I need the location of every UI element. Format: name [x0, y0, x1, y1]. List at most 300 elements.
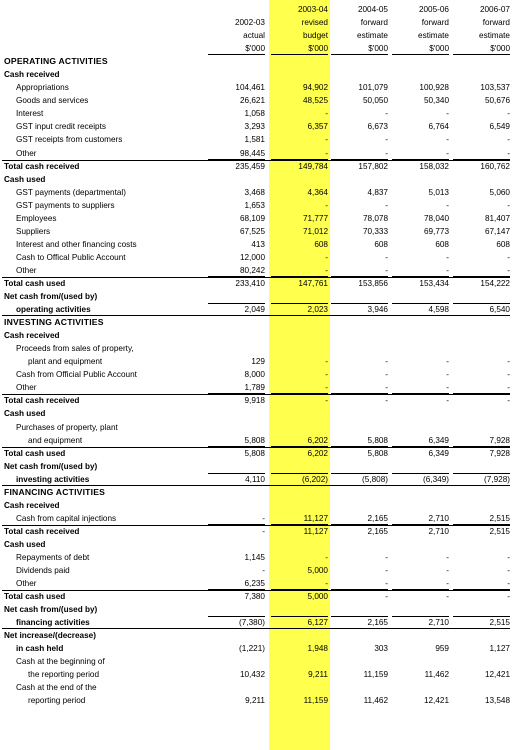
cash-flow-statement-table — [0, 3, 514, 708]
column-header-text: revised — [301, 18, 328, 28]
row-label: GST receipts from customers — [16, 135, 123, 145]
row-sub — [0, 499, 514, 512]
cell-value: (7,380) — [239, 618, 265, 628]
cell-value: 71,012 — [302, 226, 328, 236]
header-row — [0, 29, 514, 42]
cell-value: - — [325, 370, 328, 380]
net-top-rule — [271, 473, 328, 474]
cell-value: 98,445 — [239, 148, 265, 158]
cell-value: 153,434 — [419, 278, 449, 288]
row-label: investing activities — [16, 474, 90, 484]
cell-value: 67,147 — [484, 226, 510, 236]
cell-value: 13,548 — [484, 696, 510, 706]
cell-value: 5,808 — [367, 448, 388, 458]
cell-value: 2,710 — [428, 513, 449, 523]
row-item — [0, 225, 514, 238]
cell-value: 7,380 — [244, 592, 265, 602]
column-header-text: $'000 — [308, 44, 328, 54]
row-net2 — [0, 616, 514, 629]
cell-value: 7,928 — [489, 448, 510, 458]
cell-value: 1,058 — [244, 109, 265, 119]
cell-value: - — [446, 252, 449, 262]
row-label: Cash received — [4, 331, 60, 341]
row-label: Cash from Official Public Account — [16, 370, 137, 380]
row-sub — [0, 407, 514, 420]
row-label: Total cash used — [4, 278, 66, 288]
row-label: Cash received — [4, 500, 60, 510]
cell-value: - — [385, 552, 388, 562]
row-total — [0, 394, 514, 407]
row-label: Proceeds from sales of property, — [16, 344, 134, 354]
cell-value: 6,202 — [307, 435, 328, 445]
cell-value: 69,773 — [423, 226, 449, 236]
cell-value: 5,000 — [307, 592, 328, 602]
row-item — [0, 251, 514, 264]
row-item — [0, 551, 514, 564]
cell-value: 70,333 — [362, 226, 388, 236]
total-rule — [2, 590, 510, 591]
cell-value: 4,110 — [245, 474, 265, 484]
cell-value: 4,598 — [428, 305, 449, 315]
cell-value: 5,808 — [244, 435, 265, 445]
net-top-rule — [208, 303, 265, 304]
row-label: Net cash from/(used by) — [4, 605, 98, 615]
cell-value: 4,364 — [307, 187, 328, 197]
row-label: Net cash from/(used by) — [4, 461, 98, 471]
cell-value: (5,808) — [362, 474, 388, 484]
cell-value: - — [507, 370, 510, 380]
row-sec — [0, 316, 514, 329]
row-label: plant and equipment — [28, 357, 103, 367]
net-top-rule — [331, 303, 388, 304]
cell-value: - — [446, 357, 449, 367]
cell-value: 6,764 — [428, 122, 449, 132]
row-label: reporting period — [28, 696, 86, 706]
cell-value: 50,340 — [423, 96, 449, 106]
cell-value: - — [507, 265, 510, 275]
cell-value: 101,079 — [358, 83, 388, 93]
cell-value: 1,145 — [244, 552, 265, 562]
cell-value: 1,948 — [307, 644, 328, 654]
row-item — [0, 512, 514, 525]
cell-value: - — [385, 579, 388, 589]
cell-value: 5,013 — [428, 187, 449, 197]
net-top-rule — [331, 616, 388, 617]
column-header-text: forward — [360, 18, 388, 28]
column-header-text: forward — [421, 18, 449, 28]
cell-value: - — [325, 383, 328, 393]
cell-value: 2,165 — [367, 526, 388, 536]
row-item — [0, 147, 514, 160]
row-total — [0, 277, 514, 290]
row-net2 — [0, 642, 514, 655]
net-top-rule — [271, 616, 328, 617]
cell-value: - — [446, 200, 449, 210]
column-header-text: 2005-06 — [418, 5, 449, 14]
cell-value: - — [446, 265, 449, 275]
cell-value: 12,421 — [423, 696, 449, 706]
row-label: INVESTING ACTIVITIES — [4, 317, 104, 328]
net-top-rule — [392, 616, 449, 617]
cell-value: 100,928 — [419, 83, 449, 93]
cell-value: - — [507, 592, 510, 602]
cell-value: - — [262, 566, 265, 576]
cell-value: 11,127 — [303, 513, 328, 523]
cell-value: 26,621 — [239, 96, 265, 106]
cell-value: 1,127 — [489, 644, 510, 654]
column-header-text: 2003-04 — [297, 5, 328, 14]
cell-value: 71,777 — [302, 213, 328, 223]
row-item — [0, 107, 514, 120]
cell-value: 2,710 — [428, 618, 449, 628]
row-item — [0, 94, 514, 107]
cell-value: - — [325, 148, 328, 158]
cell-value: 6,202 — [307, 448, 328, 458]
cell-value: 157,802 — [358, 161, 388, 171]
cell-value: - — [385, 592, 388, 602]
cell-value: 12,000 — [239, 252, 265, 262]
cell-value: - — [446, 135, 449, 145]
cell-value: 11,159 — [363, 670, 388, 680]
cell-value: - — [385, 265, 388, 275]
row-label: Total cash received — [4, 161, 80, 171]
row-sub — [0, 173, 514, 186]
header-row — [0, 42, 514, 55]
cell-value: - — [325, 265, 328, 275]
cell-value: 7,928 — [489, 435, 510, 445]
cell-value: - — [507, 579, 510, 589]
cell-value: 413 — [251, 239, 265, 249]
row-item — [0, 655, 514, 668]
row-label: the reporting period — [28, 670, 100, 680]
column-header-text: estimate — [418, 31, 449, 41]
cell-value: 153,856 — [358, 278, 388, 288]
row-item — [0, 264, 514, 277]
cell-value: - — [507, 148, 510, 158]
column-header-text: 2004-05 — [357, 5, 388, 14]
cell-value: 3,946 — [367, 305, 388, 315]
row-label: Repayments of debt — [16, 552, 90, 562]
cell-value: 50,676 — [484, 96, 510, 106]
net-top-rule — [208, 473, 265, 474]
cell-value: 10,432 — [239, 670, 265, 680]
cell-value: 9,211 — [308, 670, 328, 680]
cell-value: 11,462 — [424, 670, 449, 680]
cell-value: - — [325, 357, 328, 367]
row-label: Cash used — [4, 409, 46, 419]
cell-value: 959 — [435, 644, 449, 654]
cell-value: - — [325, 552, 328, 562]
cell-value: 104,461 — [235, 83, 265, 93]
row-item — [0, 81, 514, 94]
row-label: and equipment — [28, 435, 83, 445]
row-net2 — [0, 473, 514, 486]
row-item — [0, 238, 514, 251]
total-rule — [2, 525, 510, 526]
row-item2 — [0, 668, 514, 681]
row-label: Employees — [16, 213, 57, 223]
row-item — [0, 342, 514, 355]
cell-value: 12,421 — [484, 670, 510, 680]
cell-value: - — [507, 357, 510, 367]
row-label: Cash from capital injections — [16, 513, 117, 523]
net-top-rule — [331, 473, 388, 474]
cell-value: 608 — [314, 239, 328, 249]
row-label: Total cash used — [4, 448, 66, 458]
row-label: Suppliers — [16, 226, 51, 236]
cell-value: - — [262, 513, 265, 523]
cell-value: 2,165 — [367, 618, 388, 628]
column-header-text: 2006-07 — [479, 5, 510, 14]
net-top-rule — [392, 303, 449, 304]
row-label: Cash used — [4, 539, 46, 549]
cell-value: 103,537 — [480, 83, 510, 93]
cell-value: 50,050 — [362, 96, 388, 106]
row-item2 — [0, 694, 514, 707]
cell-value: - — [325, 200, 328, 210]
row-label: in cash held — [16, 644, 64, 654]
cell-value: 8,000 — [244, 370, 265, 380]
row-item2 — [0, 355, 514, 368]
cell-value: 6,127 — [307, 618, 328, 628]
row-label: Purchases of property, plant — [16, 422, 118, 432]
cell-value: 78,040 — [423, 213, 449, 223]
cell-value: 5,060 — [489, 187, 510, 197]
cell-value: 2,515 — [489, 618, 510, 628]
cell-value: 68,109 — [239, 213, 265, 223]
cell-value: - — [446, 592, 449, 602]
cell-value: - — [446, 148, 449, 158]
row-label: Other — [16, 383, 37, 393]
row-label: Cash at the end of the — [16, 683, 97, 693]
cell-value: 67,525 — [239, 226, 265, 236]
cell-value: 6,357 — [307, 122, 328, 132]
row-item2 — [0, 434, 514, 447]
cell-value: - — [385, 566, 388, 576]
cell-value: 1,789 — [244, 383, 265, 393]
cell-value: 160,762 — [480, 161, 510, 171]
row-item — [0, 381, 514, 394]
row-total — [0, 160, 514, 173]
cell-value: 158,032 — [419, 161, 449, 171]
cell-value: (1,221) — [239, 644, 265, 654]
row-label: Other — [16, 148, 37, 158]
row-label: Other — [16, 579, 37, 589]
row-item — [0, 681, 514, 694]
row-label: Goods and services — [16, 96, 89, 106]
cell-value: - — [446, 383, 449, 393]
cell-value: - — [507, 135, 510, 145]
row-item — [0, 577, 514, 590]
row-item — [0, 186, 514, 199]
cell-value: 2,710 — [428, 526, 449, 536]
cell-value: - — [262, 526, 265, 536]
cell-value: 6,549 — [489, 122, 510, 132]
cell-value: - — [446, 396, 449, 406]
cell-value: - — [446, 579, 449, 589]
cell-value: 3,293 — [244, 122, 265, 132]
cell-value: 2,023 — [307, 305, 328, 315]
cell-value: 4,837 — [367, 187, 388, 197]
row-label: operating activities — [16, 305, 91, 315]
total-rule — [2, 447, 510, 448]
cell-value: 6,540 — [489, 305, 510, 315]
net-top-rule — [392, 473, 449, 474]
row-label: Other — [16, 265, 37, 275]
column-header-text: $'000 — [490, 44, 510, 54]
row-label: OPERATING ACTIVITIES — [4, 56, 108, 67]
row-net1 — [0, 629, 514, 642]
row-item — [0, 368, 514, 381]
cell-value: - — [385, 109, 388, 119]
column-header-text: actual — [243, 31, 265, 41]
cell-value: - — [385, 148, 388, 158]
cell-value: 154,222 — [480, 278, 510, 288]
cell-value: - — [507, 200, 510, 210]
cell-value: 11,159 — [303, 696, 328, 706]
cell-value: - — [507, 566, 510, 576]
row-item — [0, 212, 514, 225]
row-label: Cash at the beginning of — [16, 657, 105, 667]
cell-value: - — [507, 252, 510, 262]
cell-value: 2,515 — [489, 526, 510, 536]
row-item — [0, 120, 514, 133]
row-label: FINANCING ACTIVITIES — [4, 486, 106, 497]
row-sec — [0, 486, 514, 499]
cell-value: 5,808 — [367, 435, 388, 445]
column-header-text: estimate — [357, 31, 388, 41]
total-rule — [2, 160, 510, 161]
cell-value: - — [325, 579, 328, 589]
row-total — [0, 525, 514, 538]
total-rule — [2, 394, 510, 395]
cell-value: 235,459 — [235, 161, 265, 171]
cell-value: 6,349 — [428, 448, 449, 458]
header-row — [0, 3, 514, 16]
row-label: Net increase/(decrease) — [4, 631, 96, 641]
net-top-rule — [453, 303, 510, 304]
row-label: Cash to Offical Public Account — [16, 252, 126, 262]
cell-value: 9,918 — [244, 396, 265, 406]
cell-value: - — [385, 135, 388, 145]
row-label: GST payments to suppliers — [16, 200, 115, 210]
net-top-rule — [208, 616, 265, 617]
cell-value: - — [385, 370, 388, 380]
cell-value: - — [385, 252, 388, 262]
cell-value: 2,049 — [244, 305, 265, 315]
column-header-text: 2002-03 — [234, 18, 265, 28]
cell-value: - — [385, 200, 388, 210]
row-sub — [0, 538, 514, 551]
cell-value: - — [325, 135, 328, 145]
row-label: Appropriations — [16, 83, 69, 93]
cell-value: 1,581 — [244, 135, 265, 145]
cell-value: 11,127 — [303, 526, 328, 536]
cell-value: 6,235 — [244, 579, 265, 589]
cell-value: 11,462 — [363, 696, 388, 706]
cell-value: - — [446, 552, 449, 562]
cell-value: (7,928) — [484, 474, 510, 484]
column-header-text: forward — [482, 18, 510, 28]
row-label: Cash used — [4, 174, 46, 184]
cell-value: - — [507, 109, 510, 119]
cell-value: 5,808 — [244, 448, 265, 458]
column-header-text: estimate — [479, 31, 510, 41]
cell-value: 303 — [374, 644, 388, 654]
cell-value: - — [385, 396, 388, 406]
row-net2 — [0, 303, 514, 316]
cell-value: 81,407 — [484, 213, 510, 223]
net-top-rule — [453, 616, 510, 617]
row-item — [0, 199, 514, 212]
cell-value: - — [507, 383, 510, 393]
row-item — [0, 421, 514, 434]
cell-value: 48,525 — [302, 96, 328, 106]
column-header-text: $'000 — [245, 44, 265, 54]
cell-value: 149,784 — [298, 161, 328, 171]
row-total — [0, 447, 514, 460]
cell-value: - — [446, 566, 449, 576]
row-label: Total cash used — [4, 592, 66, 602]
row-label: Interest and other financing costs — [16, 239, 137, 249]
cell-value: 78,078 — [362, 213, 388, 223]
cell-value: (6,349) — [423, 474, 449, 484]
cell-value: - — [385, 383, 388, 393]
cell-value: 1,653 — [244, 200, 265, 210]
row-label: Total cash received — [4, 526, 80, 536]
cell-value: - — [325, 252, 328, 262]
net-top-rule — [453, 473, 510, 474]
cell-value: - — [507, 552, 510, 562]
row-net1 — [0, 603, 514, 616]
cell-value: 608 — [496, 239, 510, 249]
row-sec — [0, 55, 514, 68]
column-header-text: $'000 — [429, 44, 449, 54]
row-label: Cash received — [4, 70, 60, 80]
cell-value: 6,673 — [367, 122, 388, 132]
cell-value: - — [446, 370, 449, 380]
row-label: Total cash received — [4, 396, 80, 406]
cell-value: 608 — [374, 239, 388, 249]
column-header-text: budget — [302, 31, 328, 41]
cell-value: - — [507, 396, 510, 406]
cell-value: 2,165 — [367, 513, 388, 523]
cell-value: 129 — [251, 357, 265, 367]
row-sub — [0, 68, 514, 81]
cell-value: - — [325, 109, 328, 119]
row-total — [0, 590, 514, 603]
row-label: financing activities — [16, 618, 90, 628]
cell-value: - — [446, 109, 449, 119]
cell-value: 5,000 — [307, 566, 328, 576]
cell-value: - — [385, 357, 388, 367]
column-header-text: $'000 — [368, 44, 388, 54]
cell-value: 608 — [435, 239, 449, 249]
row-sub — [0, 329, 514, 342]
total-rule — [2, 277, 510, 278]
header-row — [0, 16, 514, 29]
row-label: GST input credit receipts — [16, 122, 106, 132]
cell-value: 2,515 — [489, 513, 510, 523]
row-item — [0, 133, 514, 146]
cell-value: 233,410 — [235, 278, 265, 288]
cell-value: (6,202) — [302, 474, 328, 484]
cell-value: 94,902 — [302, 83, 328, 93]
row-label: GST payments (departmental) — [16, 187, 126, 197]
row-label: Dividends paid — [16, 566, 70, 576]
row-net1 — [0, 290, 514, 303]
cell-value: 3,468 — [244, 187, 265, 197]
